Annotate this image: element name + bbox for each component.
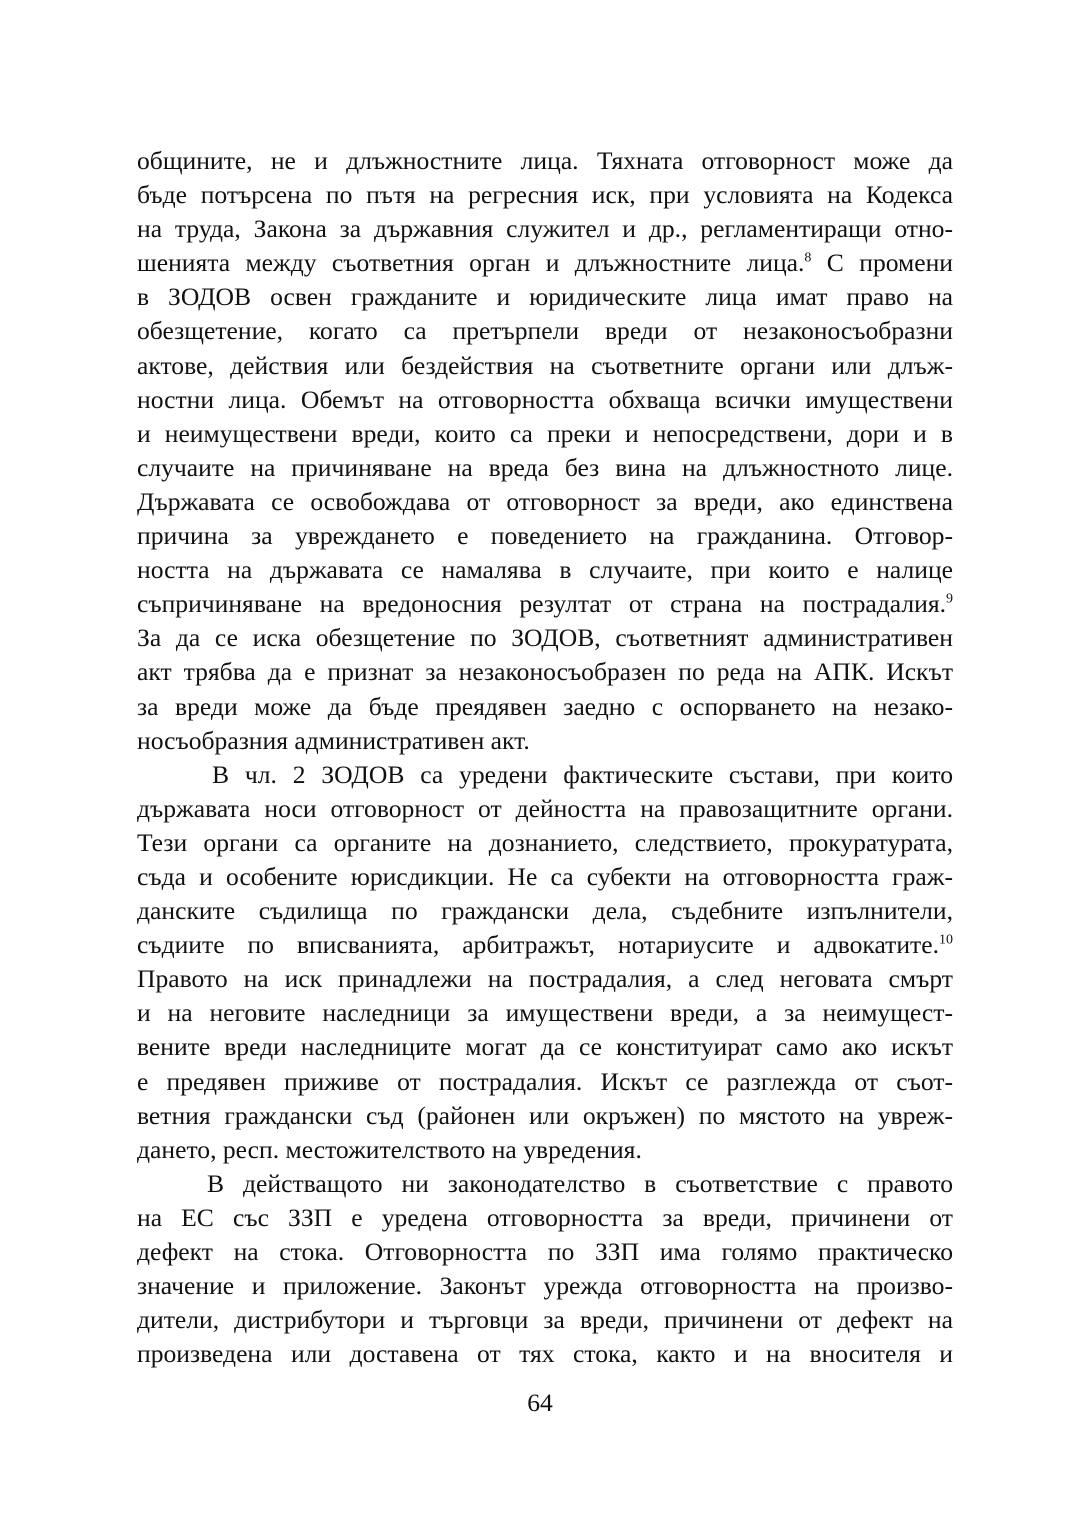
text-line: за вреди може да бъде преядявен заедно с оспорването на незако- bbox=[137, 691, 953, 721]
text-line: дители, дистрибутори и търговци за вреди, причинени от дефект на bbox=[137, 1305, 953, 1335]
text-line: в ЗОДОВ освен гражданите и юридическите лица имат право на bbox=[137, 282, 953, 312]
text-line: За да се иска обезщетение по ЗОДОВ, съответният административен bbox=[137, 623, 953, 653]
text-line: и неимуществени вреди, които са преки и непосредствени, дори и в bbox=[137, 418, 953, 448]
footnote-ref-9: 9 bbox=[946, 591, 953, 607]
text-line: и на неговите наследници за имуществени вреди, а за неимущест- bbox=[137, 998, 953, 1028]
text-line: В действащото ни законодателство в съответствие с правото bbox=[207, 1168, 953, 1198]
text-line bbox=[137, 246, 953, 280]
text-line: Държавата се освобождава от отговорност за вреди, ако единствена bbox=[137, 486, 953, 516]
text-line: данските съдилища по граждански дела, съдебните изпълнители, bbox=[137, 896, 953, 926]
text-line bbox=[137, 587, 953, 621]
text-line: Правото на иск принадлежи на пострадалия, а след неговата смърт bbox=[137, 964, 953, 994]
text-line: дефект на стока. Отговорността по ЗЗП има голямо практическо bbox=[137, 1237, 953, 1266]
text-line: е предявен приживе от пострадалия. Искът се разглежда от съот- bbox=[137, 1066, 953, 1096]
text-segment: съпричиняване на вредоносния резултат от страна на пострадалия. bbox=[137, 589, 946, 619]
text-line: случаите на причиняване на вреда без вина на длъжностното лице. bbox=[137, 452, 953, 482]
text-line: В чл. 2 ЗОДОВ са уредени фактическите състави, при които bbox=[212, 759, 953, 789]
text-line: бъде потърсена по пътя на регресния иск, при условията на Кодекса bbox=[137, 180, 953, 210]
text-segment: С промени bbox=[811, 248, 954, 278]
paragraph-3 bbox=[137, 1167, 953, 1372]
page-number: 64 bbox=[527, 1388, 553, 1417]
text-line: вените вреди наследниците могат да се конституират само ако искът bbox=[137, 1032, 953, 1062]
text-line: общините, не и длъжностните лица. Тяхната отговорност може да bbox=[137, 146, 953, 175]
text-line: акт трябва да е признат за незаконосъобразен по реда на АПК. Искът bbox=[137, 657, 953, 687]
text-line: ностни лица. Обемът на отговорността обхваща всички имуществени bbox=[137, 384, 953, 414]
text-line: произведена или доставена от тях стока, както и на вносителя и bbox=[137, 1339, 953, 1369]
text-line: обезщетение, когато са претърпели вреди от незаконосъобразни bbox=[137, 316, 953, 346]
text-segment: съдиите по вписванията, арбитражът, нотариусите и адвокатите. bbox=[137, 930, 939, 960]
text-line: ността на държавата се намалява в случаите, при които е налице bbox=[137, 555, 953, 585]
footnote-ref-10: 10 bbox=[939, 932, 953, 948]
text-line: на ЕС със ЗЗП е уредена отговорността за вреди, причинени от bbox=[137, 1202, 953, 1232]
text-line: Тези органи са органите на дознанието, следствието, прокуратурата, bbox=[137, 827, 953, 857]
page-body bbox=[137, 144, 953, 1371]
paragraph-1 bbox=[137, 144, 953, 758]
text-line: съда и особените юрисдикции. Не са субекти на отговорността граж- bbox=[137, 861, 953, 891]
footnote-ref-8: 8 bbox=[804, 250, 812, 266]
paragraph-2 bbox=[137, 758, 953, 1167]
text-line bbox=[137, 928, 953, 962]
text-line: значение и приложение. Законът урежда отговорността на произво- bbox=[137, 1271, 953, 1301]
text-line: на труда, Закона за държавния служител и др., регламентиращи отно- bbox=[137, 214, 953, 244]
text-line: причина за увреждането е поведението на гражданина. Отговор- bbox=[137, 521, 953, 551]
text-line: носъобразния административен акт. bbox=[137, 725, 530, 755]
text-line: актове, действия или бездействия на съответните органи или длъж- bbox=[137, 350, 953, 380]
text-segment: шенията между съответния орган и длъжностните лица. bbox=[137, 248, 805, 278]
text-line: ветния граждански съд (районен или окръжен) по мястото на увреж- bbox=[137, 1100, 953, 1130]
text-line: дането, респ. местожителството на увредения. bbox=[137, 1134, 642, 1164]
text-line: държавата носи отговорност от дейността на правозащитните органи. bbox=[137, 793, 953, 823]
